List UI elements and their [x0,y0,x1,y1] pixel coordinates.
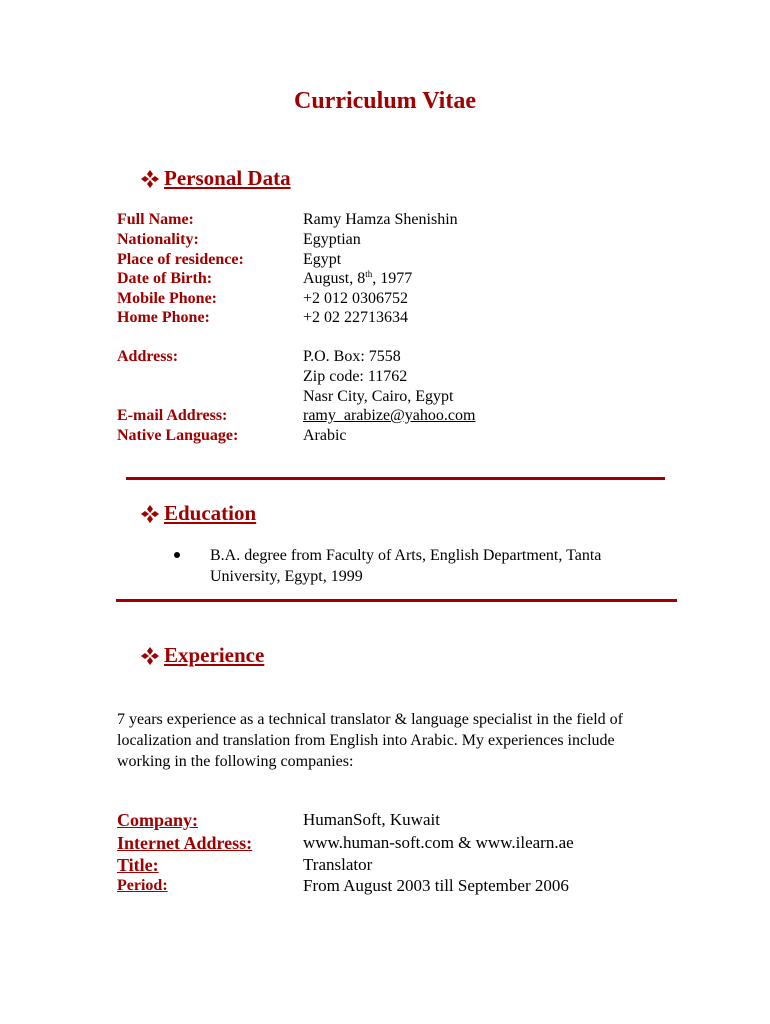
dob-main: August, 8 [303,270,366,287]
diamond-icon [140,646,160,666]
company-value: HumanSoft, Kuwait [303,810,440,829]
info-value: Egypt [303,251,342,268]
period-label: Period: [117,877,168,894]
info-label: E-mail Address: [117,407,228,424]
address-line: Nasr City, Cairo, Egypt [303,388,454,405]
info-value: +2 012 0306752 [303,290,409,307]
info-row-email [117,406,677,426]
address-line-row [117,367,677,387]
info-label: Address: [117,348,179,365]
info-row-nationality [117,230,677,250]
experience-intro: 7 years experience as a technical translator & language specialist in the field of localization and translation from English into Arabic. My experiences include working in the following companies: [117,711,624,770]
email-link[interactable]: ramy_arabize@yahoo.com [303,407,476,424]
info-row-address [117,347,677,367]
info-label: Place of residence: [117,251,244,268]
personal-data-heading-text: Personal Data [164,166,291,190]
info-value [303,269,412,289]
internet-address-value: www.human-soft.com & www.ilearn.ae [303,833,574,852]
address-line: Zip code: 11762 [303,368,408,385]
job-title-row [117,854,677,876]
info-label: Home Phone: [117,309,210,326]
section-divider [126,477,665,480]
company-row [117,809,677,831]
info-label: Mobile Phone: [117,290,217,307]
job-title-value: Translator [303,855,373,874]
info-row-date-of-birth [117,269,677,289]
education-item-text: B.A. degree from Faculty of Arts, English Department, Tanta University, Egypt, 1999 [210,547,602,585]
info-label: Native Language: [117,427,239,444]
info-row-home-phone [117,308,677,328]
section-divider [116,599,677,602]
address-line: P.O. Box: 7558 [303,348,401,365]
info-row-native-language [117,426,677,446]
info-row-mobile-phone [117,289,677,309]
info-row-full-name [117,210,677,230]
diamond-icon [140,169,160,189]
info-value: Ramy Hamza Shenishin [303,211,458,228]
internet-address-row [117,832,677,854]
page-title: Curriculum Vitae [294,88,476,114]
bullet-dot-icon [174,552,180,558]
company-label: Company: [117,810,199,830]
dob-year: , 1977 [372,270,413,287]
period-value: From August 2003 till September 2006 [303,876,569,895]
personal-data-heading [140,166,291,191]
address-line-row [117,387,677,407]
info-label: Full Name: [117,211,194,228]
dob-suffix: th [365,269,373,279]
internet-address-label: Internet Address: [117,833,253,853]
info-row-residence [117,250,677,270]
education-heading [140,501,256,526]
info-label: Date of Birth: [117,270,213,287]
info-value: +2 02 22713634 [303,309,409,326]
info-label: Nationality: [117,231,199,248]
info-value: Egyptian [303,231,361,248]
diamond-icon [140,504,160,524]
period-row [117,875,677,897]
experience-heading [140,643,264,668]
experience-heading-text: Experience [164,643,265,667]
info-value: Arabic [303,427,347,444]
job-title-label: Title: [117,855,159,875]
education-heading-text: Education [164,501,257,525]
